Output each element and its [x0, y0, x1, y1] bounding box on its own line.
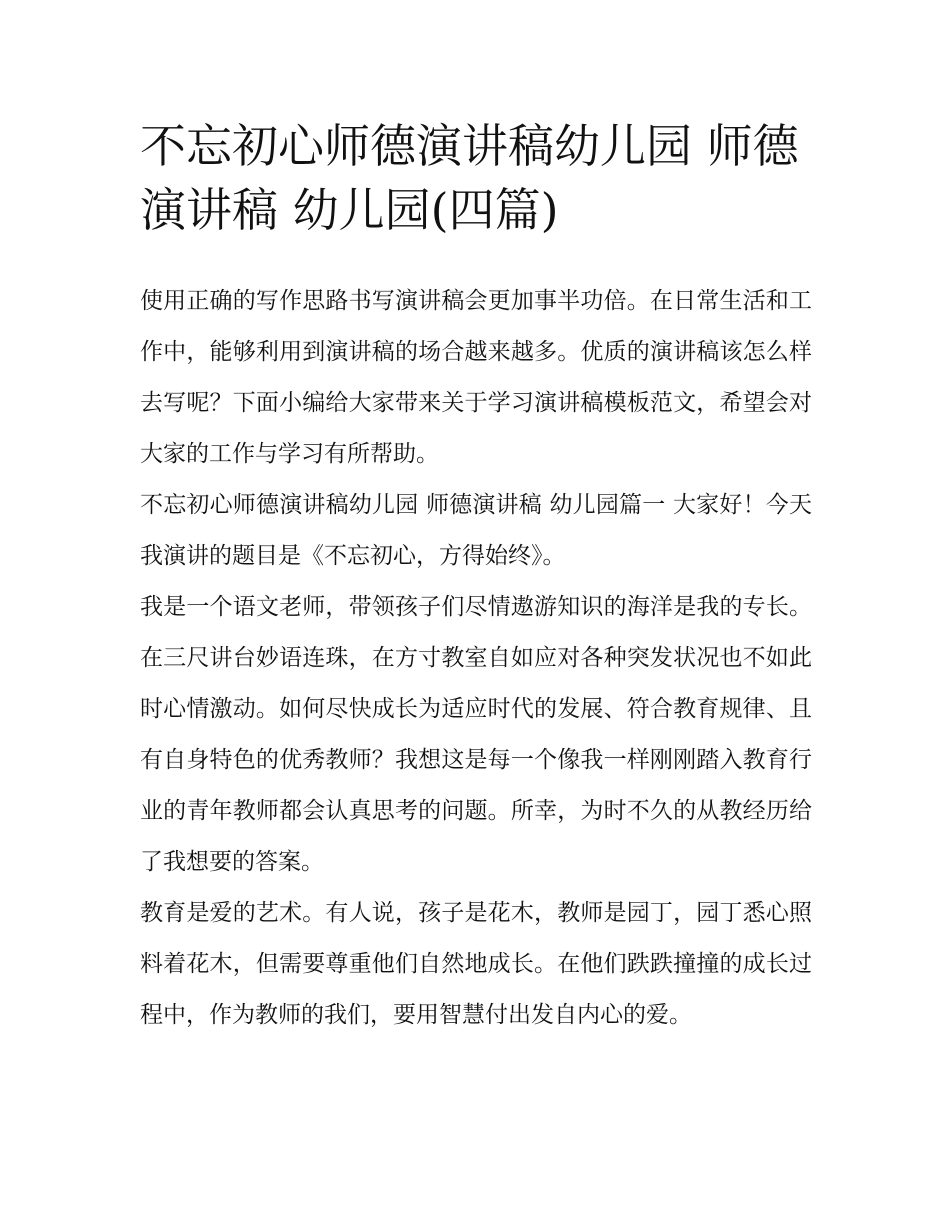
paragraph-teacher: 我是一个语文老师，带领孩子们尽情遨游知识的海洋是我的专长。在三尺讲台妙语连珠，在方寸教室自如应对各种突发状况也不如此时心情激动。如何尽快成长为适应时代的发展、符合教育规律、且有自身特色的优秀教师？我想这是每一个像我一样刚刚踏入教育行业的青年教师都会认真思考的问题。所幸，为时不久的从教经历给了我想要的答案。 — [140, 594, 812, 875]
document-title: 不忘初心师德演讲稿幼儿园 师德演讲稿 幼儿园(四篇) — [140, 119, 799, 237]
paragraph-education-love: 教育是爱的艺术。有人说，孩子是花木，教师是园丁，园丁悉心照料着花木，但需要尊重他们自然地成长。在他们跌跌撞撞的成长过程中，作为教师的我们，要用智慧付出发自内心的爱。 — [140, 900, 812, 1028]
paragraph-greeting: 不忘初心师德演讲稿幼儿园 师德演讲稿 幼儿园篇一 大家好！今天我演讲的题目是《不忘初心，方得始终》。 — [140, 492, 812, 569]
paragraph-intro: 使用正确的写作思路书写演讲稿会更加事半功倍。在日常生活和工作中，能够利用到演讲稿的场合越来越多。优质的演讲稿该怎么样去写呢？下面小编给大家带来关于学习演讲稿模板范文，希望会对大家的工作与学习有所帮助。 — [140, 288, 812, 467]
document-body — [140, 276, 812, 1041]
